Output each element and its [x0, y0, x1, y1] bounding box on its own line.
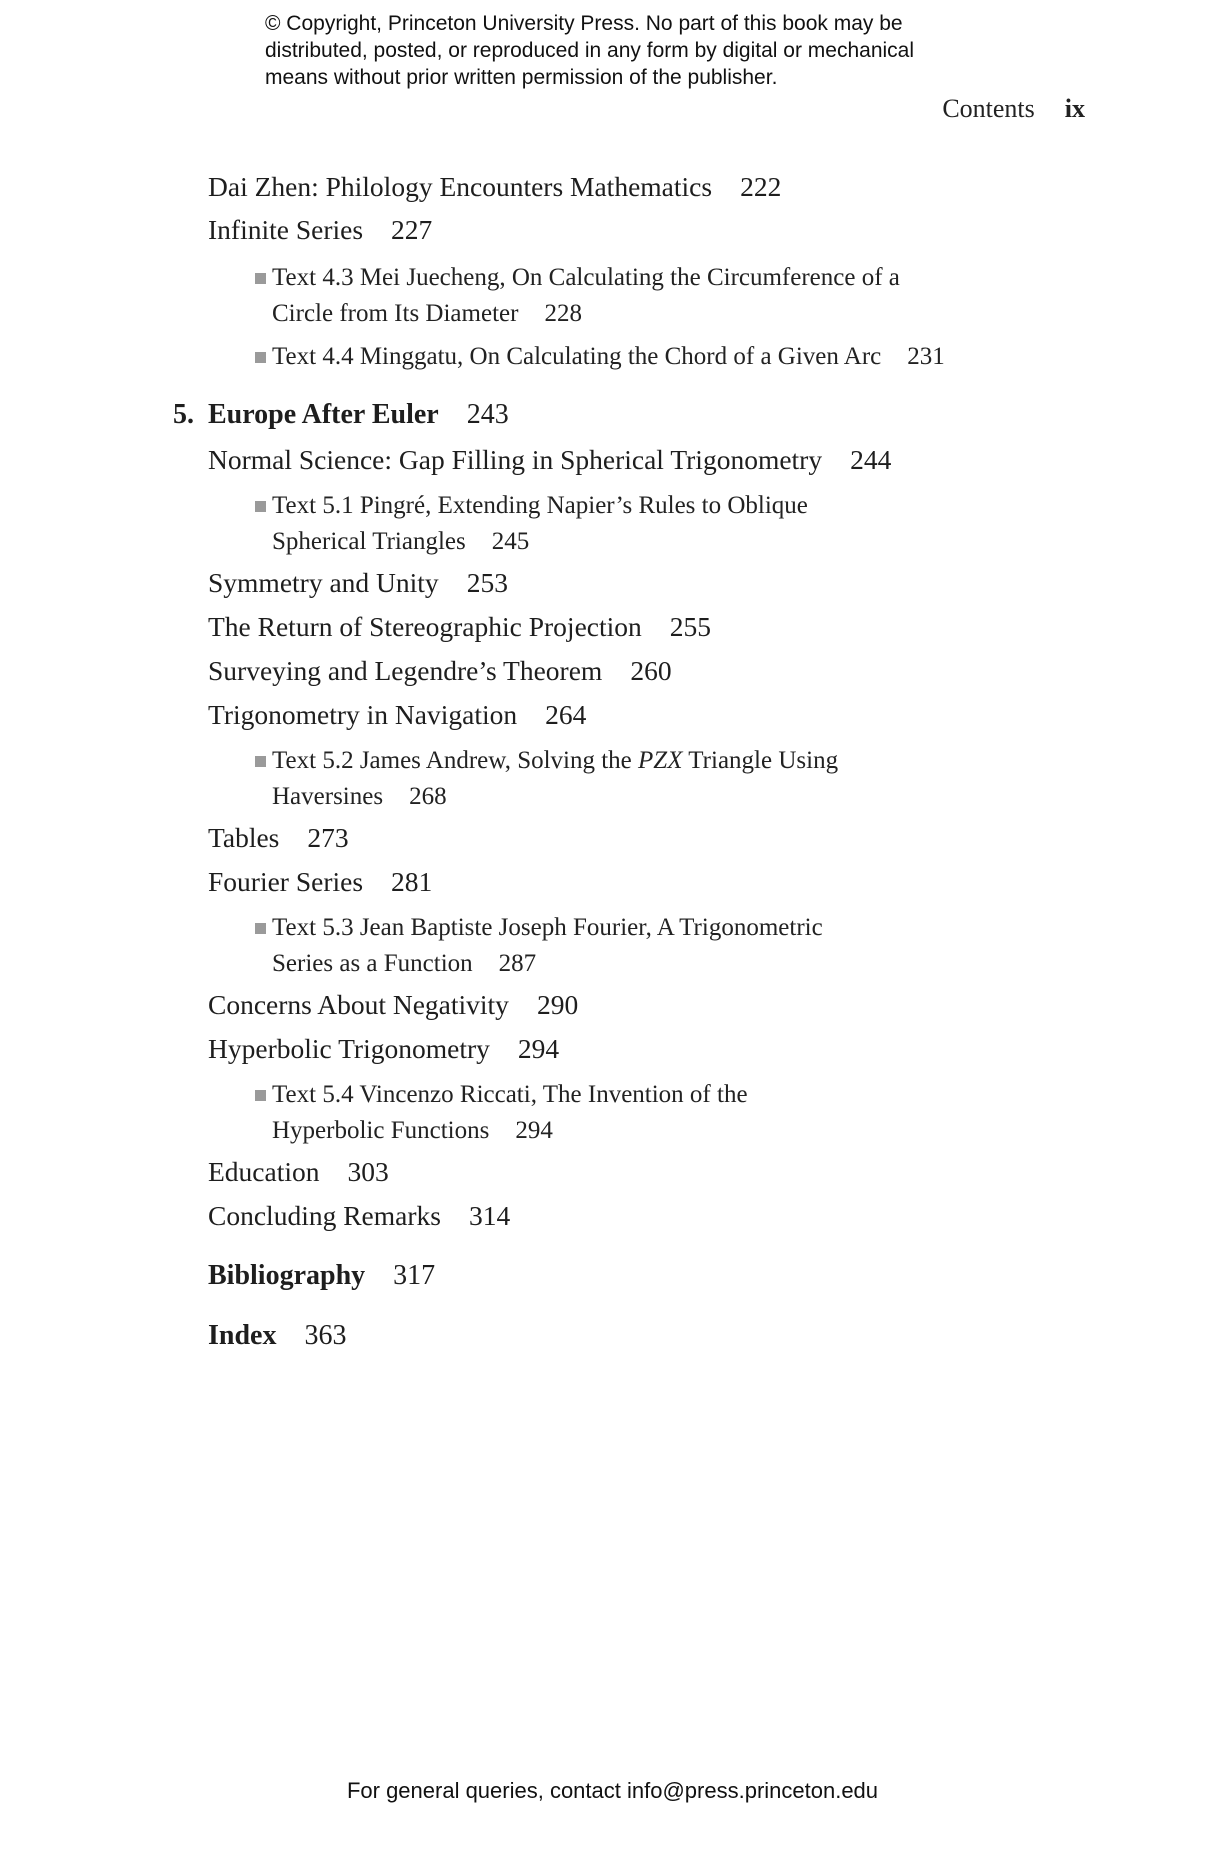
toc-entry-title: Infinite Series — [208, 214, 364, 245]
toc-text-line: Text 5.1 Pingré, Extending Napier’s Rules to Oblique — [272, 492, 808, 519]
toc-text-line — [272, 743, 838, 779]
copyright-notice — [265, 10, 1025, 91]
toc-page-number: 303 — [347, 1156, 389, 1187]
toc-page-number: 243 — [466, 399, 509, 430]
toc-entry-title: Concerns About Negativity — [208, 989, 509, 1020]
chapter-title: Europe After Euler — [208, 399, 439, 430]
square-bullet-icon — [255, 923, 266, 934]
toc-chapter-entry[interactable] — [173, 399, 509, 431]
toc-page-number: 273 — [307, 822, 349, 853]
square-bullet-icon — [255, 273, 266, 284]
toc-entry-title: Education — [208, 1156, 320, 1187]
toc-page-number: 314 — [468, 1200, 511, 1231]
running-head-title: Contents — [942, 94, 1035, 123]
toc-entry[interactable] — [208, 989, 578, 1021]
chapter-number: 5. — [173, 399, 194, 430]
copyright-line: distributed, posted, or reproduced in any form by digital or mechanical — [265, 39, 915, 62]
toc-index-entry[interactable] — [208, 1320, 346, 1352]
toc-text-line: Text 5.4 Vincenzo Riccati, The Invention of the — [272, 1081, 748, 1108]
toc-entry-title: Symmetry and Unity — [208, 567, 439, 598]
toc-text-suffix: Triangle Using — [682, 747, 839, 774]
toc-entry-title: Concluding Remarks — [208, 1200, 441, 1231]
toc-entry-title: Surveying and Legendre’s Theorem — [208, 655, 603, 686]
toc-text-line — [272, 339, 945, 375]
toc-text-entry[interactable] — [272, 260, 900, 332]
toc-text-italic: PZX — [638, 747, 683, 774]
square-bullet-icon — [255, 756, 266, 767]
footer-contact: For general queries, contact info@press.princeton.edu — [346, 1778, 879, 1803]
toc-entry-title: Normal Science: Gap Filling in Spherical Trigonometry — [208, 444, 823, 475]
copyright-line: © Copyright, Princeton University Press. No part of this book may be — [265, 12, 903, 35]
toc-text-line — [272, 296, 900, 332]
toc-text-entry[interactable] — [272, 910, 823, 982]
toc-page-number: 255 — [669, 611, 712, 642]
toc-entry[interactable] — [208, 444, 891, 476]
toc-text-line — [272, 946, 823, 982]
toc-text-prefix: Text 5.2 James Andrew, Solving the — [272, 747, 639, 774]
toc-page-number: 222 — [740, 171, 782, 202]
toc-entry-title: The Return of Stereographic Projection — [208, 611, 642, 642]
toc-page-number: 294 — [515, 1117, 553, 1144]
toc-page-number: 290 — [536, 989, 579, 1020]
toc-text-line: Text 5.3 Jean Baptiste Joseph Fourier, A Trigonometric — [272, 914, 823, 941]
toc-page-number: 363 — [304, 1320, 347, 1351]
page-folio: ix — [1064, 94, 1085, 123]
square-bullet-icon — [255, 501, 266, 512]
toc-text-line — [272, 779, 838, 815]
toc-entry[interactable] — [208, 699, 586, 731]
copyright-line: means without prior written permission of the publisher. — [265, 66, 778, 89]
toc-page-number: 281 — [391, 866, 433, 897]
toc-page-number: 253 — [466, 567, 508, 598]
running-head — [942, 94, 1085, 124]
toc-entry-title: Hyperbolic Trigonometry — [208, 1033, 490, 1064]
square-bullet-icon — [255, 1090, 266, 1101]
toc-text-entry[interactable] — [272, 1077, 748, 1149]
toc-entry-title: Fourier Series — [208, 866, 364, 897]
toc-page-number: 287 — [498, 950, 537, 977]
toc-page-number: 260 — [630, 655, 672, 686]
toc-text-entry[interactable] — [272, 488, 808, 560]
toc-text-line-end: Haversines — [272, 783, 384, 810]
toc-text-line-end: Spherical Triangles — [272, 528, 466, 555]
toc-entry[interactable] — [208, 214, 432, 246]
toc-entry[interactable] — [208, 1033, 559, 1065]
toc-text-line-end: Series as a Function — [272, 950, 473, 977]
toc-text-line — [272, 1113, 748, 1149]
toc-entry[interactable] — [208, 1156, 389, 1188]
toc-text-line — [272, 524, 808, 560]
toc-page-number: 244 — [850, 444, 892, 475]
toc-page-number: 231 — [907, 343, 945, 370]
toc-page-number: 294 — [517, 1033, 560, 1064]
toc-entry-title: Bibliography — [208, 1260, 366, 1291]
toc-text-line-end: Hyperbolic Functions — [272, 1117, 490, 1144]
toc-page-number: 245 — [491, 528, 530, 555]
toc-page-number: 228 — [544, 300, 582, 327]
toc-entry-title: Trigonometry in Navigation — [208, 699, 518, 730]
toc-entry[interactable] — [208, 611, 711, 643]
toc-text-line-end: Circle from Its Diameter — [272, 300, 519, 327]
toc-page-number: 227 — [391, 214, 433, 245]
toc-text-entry[interactable] — [272, 339, 945, 375]
toc-page-number: 317 — [393, 1260, 436, 1291]
toc-entry[interactable] — [208, 1200, 510, 1232]
toc-entry[interactable] — [208, 567, 508, 599]
toc-entry[interactable] — [208, 171, 781, 203]
toc-entry-title: Index — [208, 1320, 277, 1351]
toc-entry-title: Dai Zhen: Philology Encounters Mathematics — [208, 171, 713, 202]
toc-page-number: 264 — [545, 699, 587, 730]
toc-text-entry[interactable] — [272, 743, 838, 815]
toc-entry[interactable] — [208, 866, 432, 898]
toc-text-line-end: Text 4.4 Minggatu, On Calculating the Chord of a Given Arc — [272, 343, 882, 370]
toc-page-number: 268 — [409, 783, 447, 810]
toc-bibliography-entry[interactable] — [208, 1260, 435, 1292]
square-bullet-icon — [255, 352, 266, 363]
toc-entry[interactable] — [208, 822, 349, 854]
toc-entry-title: Tables — [208, 822, 280, 853]
toc-text-line: Text 4.3 Mei Juecheng, On Calculating the Circumference of a — [272, 264, 900, 291]
toc-entry[interactable] — [208, 655, 672, 687]
